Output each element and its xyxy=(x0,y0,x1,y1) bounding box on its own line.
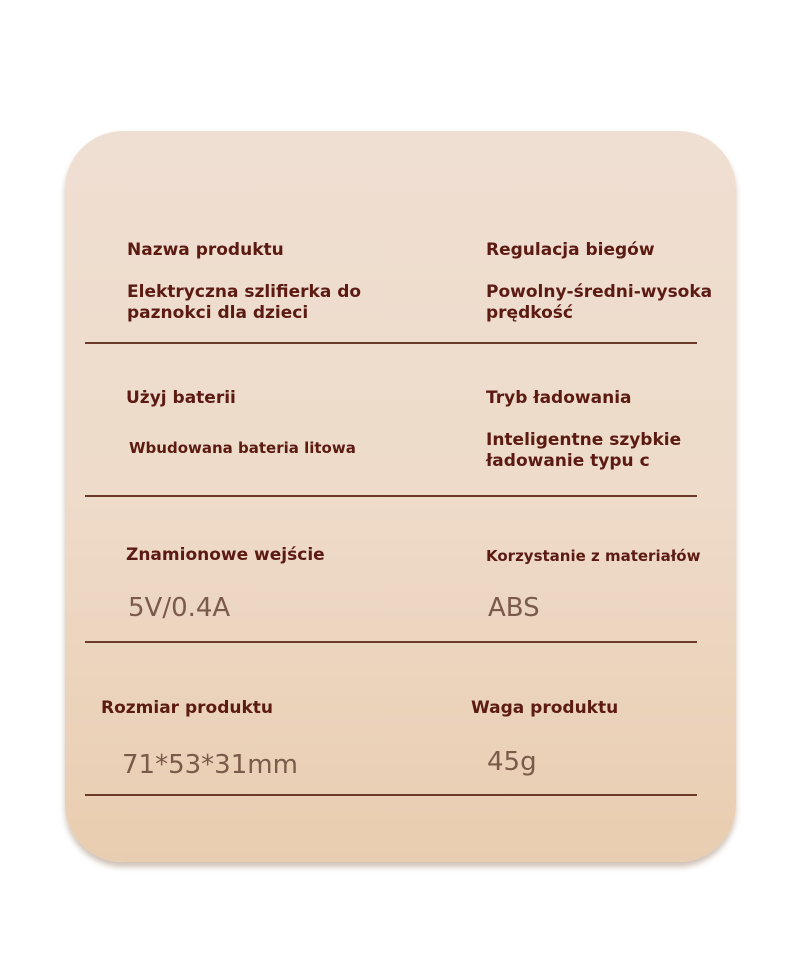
spec-value-product-weight: 45g xyxy=(487,747,537,777)
spec-value-product-name: Elektryczna szlifierka do paznokci dla dzieci xyxy=(127,282,362,323)
spec-label-speed-control: Regulacja biegów xyxy=(486,240,655,260)
spec-value-charging-mode: Inteligentne szybkie ładowanie typu c xyxy=(486,430,682,471)
spec-label-product-size: Rozmiar produktu xyxy=(101,698,274,718)
spec-value-battery: Wbudowana bateria litowa xyxy=(129,439,356,457)
spec-label-rated-input: Znamionowe wejście xyxy=(126,545,325,565)
divider-line xyxy=(85,495,697,497)
spec-value-rated-input: 5V/0.4A xyxy=(128,593,231,623)
divider-line xyxy=(85,342,697,344)
spec-value-speed-control: Powolny-średni-wysoka prędkość xyxy=(486,282,713,323)
spec-label-product-weight: Waga produktu xyxy=(471,698,619,718)
spec-value-material: ABS xyxy=(488,593,540,623)
spec-label-battery: Użyj baterii xyxy=(126,388,236,408)
divider-line xyxy=(85,641,697,643)
spec-label-material: Korzystanie z materiałów xyxy=(486,547,701,565)
divider-line xyxy=(85,794,697,796)
spec-label-product-name: Nazwa produktu xyxy=(127,240,284,260)
spec-value-product-size: 71*53*31mm xyxy=(122,750,298,780)
spec-label-charging-mode: Tryb ładowania xyxy=(486,388,632,408)
